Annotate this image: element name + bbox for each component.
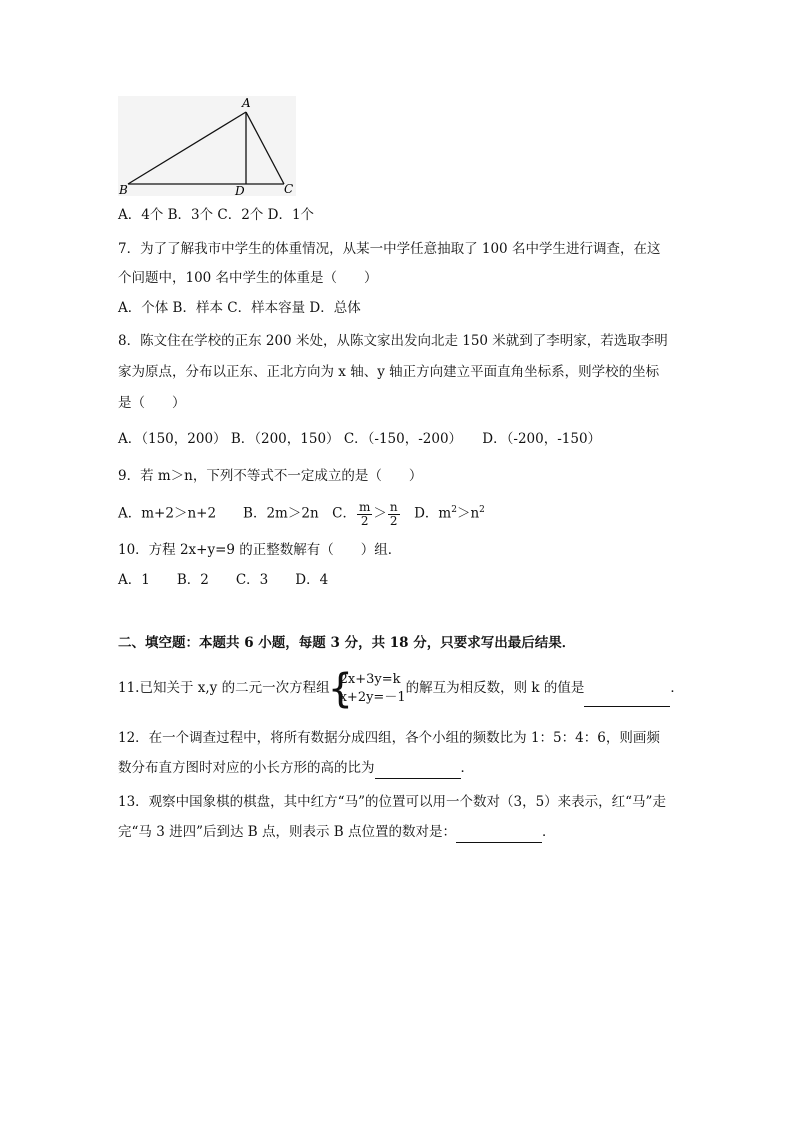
q9-option-d: D．m: [400, 505, 452, 522]
q13-line2-text: 完“马 3 进四”后到达 B 点，则表示 B 点位置的数对是：: [118, 824, 456, 840]
label-d: D: [235, 184, 245, 196]
equation-2: x+2y=－1: [339, 689, 406, 705]
q7-options: A．个体 B．样本 C．样本容量 D．总体: [118, 300, 361, 316]
q11-answer-blank[interactable]: [584, 670, 670, 707]
fraction-n-denominator: 2: [389, 513, 398, 528]
fraction-m-numerator: m: [358, 499, 371, 514]
q9-sup-1: 2: [451, 505, 457, 515]
q9-sup-2: 2: [479, 505, 485, 515]
q10-stem: 10．方程 2x+y=9 的正整数解有（ ）组．: [118, 542, 402, 558]
fraction-n-over-2: [388, 501, 400, 528]
q11-post: 的解互为相反数，则 k 的值是: [405, 680, 585, 696]
figure-background: [118, 96, 296, 196]
q12-end: ．: [460, 760, 474, 776]
q12-line2-text: 数分布直方图时对应的小长方形的高的比为: [118, 760, 375, 776]
q6-options: A．4个 B．3个 C．2个 D．1个: [118, 207, 315, 223]
q8-line2: 家为原点，分布以正东、正北方向为 x 轴、y 轴正方向建立平面直角坐标系，则学校的坐标: [118, 364, 660, 380]
label-a: A: [242, 96, 251, 110]
q12-line2: [118, 758, 474, 779]
greater-than-symbol: ＞: [373, 505, 387, 522]
fraction-m-over-2: [357, 501, 372, 528]
q12-line1: 12．在一个调查过程中，将所有数据分成四组，各个小组的频数比为 1：5：4：6，则画频: [118, 730, 660, 746]
equation-1: 2x+3y=k: [339, 671, 401, 687]
q11: [118, 665, 684, 712]
q9-stem: 9．若 m＞n，下列不等式不一定成立的是（ ）: [118, 468, 423, 484]
q10-options: A．1 B．2 C．3 D．4: [118, 572, 329, 588]
q7-line2: 个问题中，100 名中学生的体重是（ ）: [118, 270, 378, 286]
q13-end: ．: [541, 824, 556, 840]
q7-line1: 7．为了了解我市中学生的体重情况，从某一中学任意抽取了 100 名中学生进行调查，在这: [118, 241, 661, 257]
q13-answer-blank[interactable]: [456, 822, 542, 843]
q11-end: ．: [670, 680, 684, 696]
label-c: C: [284, 182, 294, 196]
fraction-n-numerator: n: [389, 499, 398, 514]
q8-line1: 8．陈文住在学校的正东 200 米处，从陈文家出发向北走 150 米就到了李明家，若选取李明: [118, 333, 668, 349]
q11-pre: 11.已知关于 x,y 的二元一次方程组: [118, 680, 330, 696]
q9-option-ab: A．m+2＞n+2 B．2m＞2n C．: [118, 505, 356, 522]
q8-line3: 是（ ）: [118, 395, 186, 411]
q13-line2: [118, 822, 555, 843]
section2-title: 二、填空题：本题共 6 小题，每题 3 分，共 18 分，只要求写出最后结果．: [118, 635, 576, 651]
label-b: B: [119, 183, 128, 196]
equation-system: [327, 665, 406, 712]
q8-options: A．（150，200） B．（200，150） C．（-150，-200） D．（-200，-150）: [118, 431, 602, 447]
q13-line1: 13．观察中国象棋的棋盘，其中红方“马”的位置可以用一个数对（3，5）来表示，红“马”走: [118, 794, 666, 810]
q12-answer-blank[interactable]: [375, 758, 461, 779]
q9-options: [118, 500, 485, 528]
q9-option-d-rhs: ＞n: [456, 505, 480, 522]
brace-icon: {: [327, 665, 354, 712]
triangle-figure: [118, 96, 296, 196]
fraction-m-denominator: 2: [360, 513, 369, 528]
